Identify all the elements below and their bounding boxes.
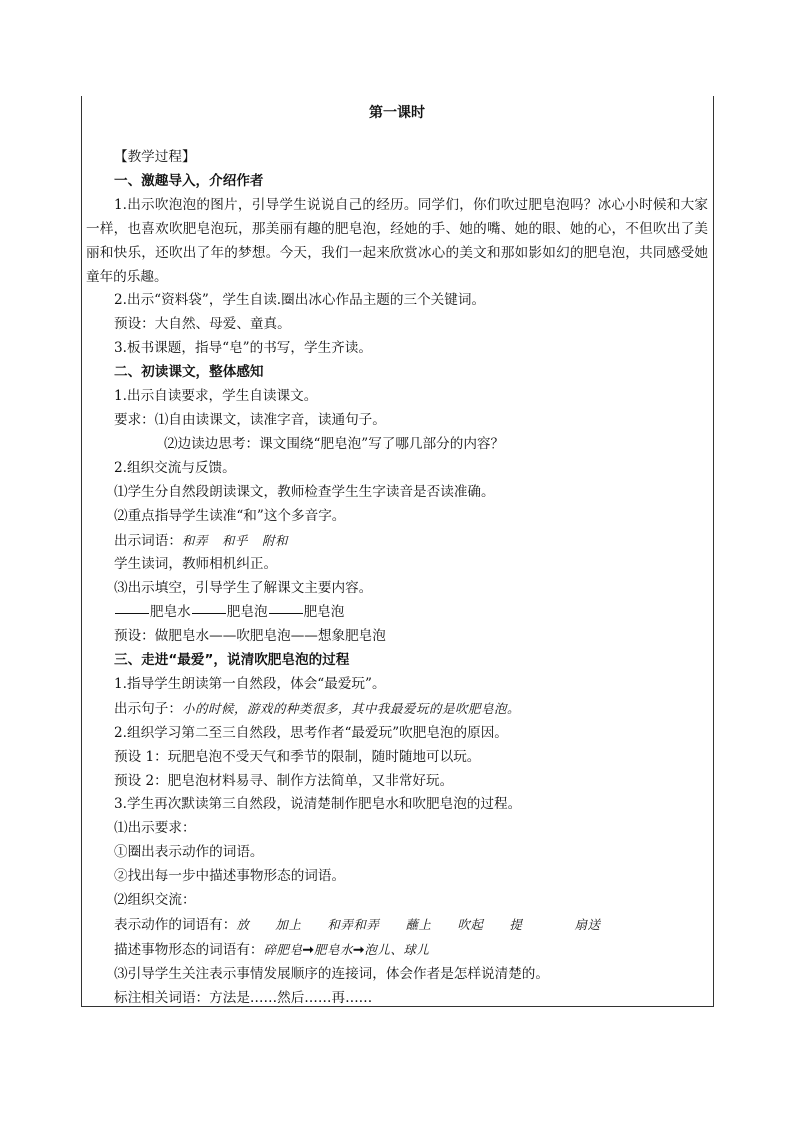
shape-word: 泡儿、球儿 (364, 941, 430, 957)
section-2-feedback: 学生读词，教师相机纠正。 (114, 556, 278, 573)
fill-blank (192, 612, 226, 614)
fill-blank (115, 612, 149, 614)
word-item: 和乎 (221, 532, 248, 548)
section-2-sub-3: ⑶出示填空，引导学生了解课文主要内容。 (114, 580, 373, 597)
section-3-task-2: ②找出每一步中描述事物形态的词语。 (114, 868, 346, 885)
section-3-sub-1: ⑴出示要求： (114, 820, 196, 837)
section-3-item-3: 3.学生再次默读第三自然段，说清楚制作肥皂水和吹肥皂泡的过程。 (114, 796, 522, 813)
action-word: 吹起 (457, 917, 484, 932)
action-word: 蘸上 (405, 917, 432, 932)
fill-blank (269, 612, 303, 614)
shape-word: 肥皂水 (313, 941, 353, 957)
section-2-item-1: 1.出示自读要求，学生自读课文。 (114, 388, 318, 405)
section-3-heading: 三、走进“最爱”，说清吹肥皂泡的过程 (114, 652, 350, 669)
arrow-right-icon: ➞ (302, 941, 314, 958)
shape-word: 碎肥皂 (263, 941, 303, 957)
section-2-requirement-1: 要求：⑴自由读课文，读准字音，读通句子。 (114, 411, 386, 428)
shape-words-line (86, 938, 708, 963)
section-3-preset-1: 预设 1：玩肥皂泡不受天气和季节的限制，随时随地可以玩。 (114, 748, 481, 765)
fill-word: 肥皂泡 (226, 604, 268, 621)
word-item: 和弄 (181, 532, 208, 548)
action-word: 放 (236, 917, 250, 932)
section-3-preset-2: 预设 2：肥皂泡材料易寻、制作方法简单，又非常好玩。 (114, 772, 454, 789)
action-word: 和弄和弄 (327, 917, 380, 932)
section-2-item-2: 2.组织交流与反馈。 (114, 459, 236, 476)
section-3-sentence-line (86, 697, 708, 722)
section-3-item-2: 2.组织学习第二至三自然段，思考作者“最爱玩”吹肥皂泡的原因。 (114, 724, 508, 741)
section-1-item-2: 2.出示“资料袋”，学生自读.圈出冰心作品主题的三个关键词。 (114, 292, 486, 309)
action-words-line (86, 913, 708, 938)
shape-words-label: 描述事物形态的词语有： (114, 941, 264, 958)
quoted-sentence: 小的时候，游戏的种类很多，其中我最爱玩的是吹肥皂泡。 (181, 700, 520, 716)
fill-word: 肥皂泡 (303, 604, 345, 621)
section-2-sub-1: ⑴学生分自然段朗读课文，教师检查学生生字读音是否读准确。 (114, 483, 495, 500)
word-item: 附和 (262, 532, 289, 548)
section-3-sub-2: ⑵组织交流： (114, 892, 196, 909)
action-words-label: 表示动作的词语有： (114, 917, 237, 933)
words-label: 出示词语： (114, 532, 182, 549)
section-2-words-line (86, 529, 708, 554)
fill-in-line (86, 601, 708, 625)
sentence-label: 出示句子： (114, 700, 182, 717)
section-3-annotation: 标注相关词语：方法是……然后……再…… (114, 989, 373, 1006)
section-2-preset: 预设：做肥皂水——吹肥皂泡——想象肥皂泡 (114, 628, 386, 645)
section-2-sub-2: ⑵重点指导学生读准“和”这个多音字。 (114, 507, 346, 524)
fill-word: 肥皂水 (150, 604, 191, 621)
section-1-heading: 一、激趣导入，介绍作者 (114, 172, 264, 189)
action-word: 扇送 (574, 917, 601, 932)
section-1-paragraph: 1.出示吹泡泡的图片，引导学生说说自己的经历。同学们，你们吹过肥皂泡吗？冰心小时候和大家一样，也喜欢吹肥皂泡玩，那美丽有趣的肥皂泡，经她的手、她的嘴、她的眼、她的心，不但吹出了美丽和快乐，还吹出了年的梦想。今天，我们一起来欣赏冰心的美文和那如影如幻的肥皂泡，共同感受她童年的乐趣。 (86, 196, 708, 285)
action-word: 提 (509, 917, 523, 932)
section-2-requirement-2: ⑵边读边思考：课文围绕“肥皂泡”写了哪几部分的内容？ (164, 435, 505, 452)
section-3-sub-3: ⑶引导学生关注表示事情发展顺序的连接词，体会作者是怎样说清楚的。 (114, 965, 549, 982)
arrow-right-icon: ➞ (352, 941, 365, 958)
process-header: 【教学过程】 (114, 149, 196, 165)
page-title: 第一课时 (369, 105, 425, 121)
section-1-item-3: 3.板书课题，指导“皂”的书写，学生齐读。 (114, 340, 372, 357)
section-2-heading: 二、初读课文，整体感知 (114, 364, 264, 381)
section-3-item-1: 1.指导学生朗读第一自然段，体会“最爱玩”。 (114, 675, 386, 692)
section-1-preset: 预设：大自然、母爱、童真。 (114, 316, 291, 333)
lesson-content (86, 146, 708, 1011)
section-3-task-1: ①圈出表示动作的词语。 (114, 844, 264, 861)
action-word: 加上 (275, 917, 302, 932)
